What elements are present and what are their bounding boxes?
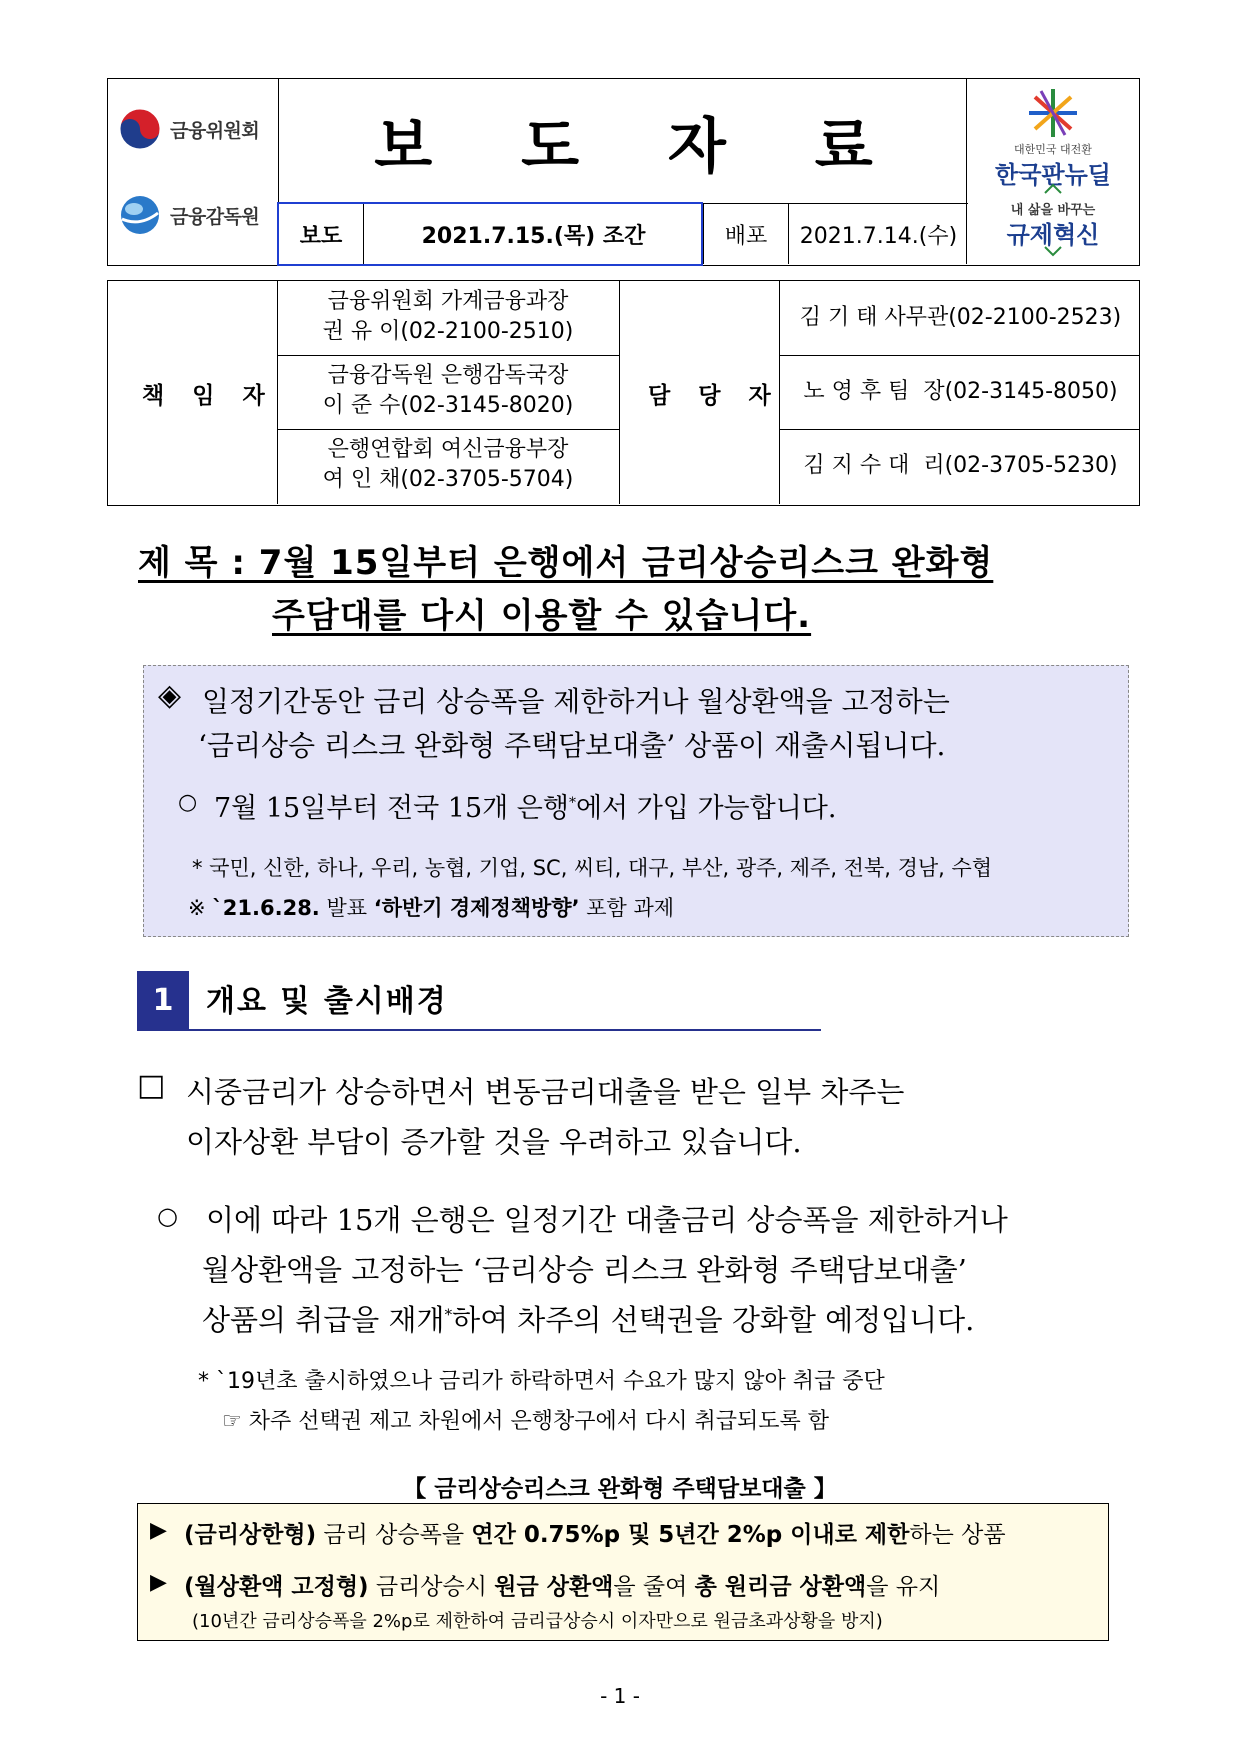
staff-label: 담 당 자 xyxy=(648,383,781,409)
newdeal-title: 한국판뉴딜 xyxy=(995,161,1111,189)
checkbox-icon: □ xyxy=(137,1068,166,1103)
body-p2-line2: 월상환액을 고정하는 ‘금리상승 리스크 완화형 주택담보대출’ xyxy=(202,1253,967,1287)
body-p2-line1: 이에 따라 15개 은행은 일정기간 대출금리 상승폭을 제한하거나 xyxy=(206,1203,1008,1237)
chevron-down-icon xyxy=(1043,245,1063,257)
body-note-1: * `19년초 출시하였으나 금리가 하락하면서 수요가 많지 않아 취급 중단 xyxy=(198,1369,885,1394)
circle-bullet-icon: ○ xyxy=(178,790,198,815)
body-note-2: ☞ 차주 선택권 제고 차원에서 은행창구에서 다시 취급되도록 함 xyxy=(222,1409,829,1434)
diamond-bullet-icon: ◈ xyxy=(158,678,182,713)
subject-line-1: 제 목 : 7월 15일부터 은행에서 금리상승리스크 완화형 xyxy=(138,543,994,583)
product-heading: 【 금리상승리스크 완화형 주택담보대출 】 xyxy=(403,1476,837,1502)
bank-list-note: * 국민, 신한, 하나, 우리, 농협, 기업, SC, 씨티, 대구, 부산, 광주, 제주, 전북, 경남, 수협 xyxy=(192,856,993,880)
summary-point: 7월 15일부터 전국 15개 은행*에서 가입 가능합니다. xyxy=(214,793,837,824)
press-release-header xyxy=(107,78,1140,266)
summary-line-2: ‘금리상승 리스크 완화형 주택담보대출’ 상품이 재출시됩니다. xyxy=(198,729,946,762)
section-rule xyxy=(137,1029,821,1031)
fss-globe-icon xyxy=(118,193,162,237)
section-title: 개요 및 출시배경 xyxy=(206,984,448,1019)
newdeal-caption: 대한민국 대전환 xyxy=(1014,143,1092,156)
campaign-logo-cell xyxy=(966,79,1139,264)
title-cell xyxy=(279,79,968,204)
summary-box xyxy=(143,665,1129,937)
product-item-fixed: (월상환액 고정형) 금리상승시 원금 상환액을 줄여 총 원리금 상환액을 유지 xyxy=(184,1574,941,1600)
release-highlight-frame xyxy=(277,202,703,266)
responsible-entry: 은행연합회 여신금융부장 여 인 채(02-3705-5704) xyxy=(322,437,574,492)
logo-cell xyxy=(108,79,279,264)
release-label: 보도 xyxy=(299,223,343,249)
summary-line-1: 일정기간동안 금리 상승폭을 제한하거나 월상환액을 고정하는 xyxy=(202,685,950,718)
section-number: 1 xyxy=(137,971,189,1029)
fsc-logo: 금융위원회 xyxy=(118,107,259,151)
arrow-bullet-icon: ▶ xyxy=(150,1518,167,1543)
staff-entry: 김 지 수 대 리(02-3705-5230) xyxy=(803,453,1118,478)
body-p1-line1: 시중금리가 상승하면서 변동금리대출을 받은 일부 차주는 xyxy=(186,1075,905,1109)
responsible-entry: 금융감독원 은행감독국장 이 준 수(02-3145-8020) xyxy=(322,363,574,418)
page-number: - 1 - xyxy=(600,1684,640,1708)
circle-bullet-icon: ○ xyxy=(157,1202,178,1230)
arrow-bullet-icon: ▶ xyxy=(150,1570,167,1595)
policy-note: ※ `21.6.28. 발표 ‘하반기 경제정책방향’ 포함 과제 xyxy=(188,896,675,920)
product-item-cap: (금리상한형) 금리 상승폭을 연간 0.75%p 및 5년간 2%p 이내로 제한하는 상품 xyxy=(184,1522,1006,1548)
responsible-entry: 금융위원회 가계금융과장 권 유 이(02-2100-2510) xyxy=(322,289,574,344)
body-p2-line3: 상품의 취급을 재개*하여 차주의 선택권을 강화할 예정입니다. xyxy=(202,1303,975,1337)
staff-entry: 노 영 후 팀 장(02-3145-8050) xyxy=(803,379,1118,404)
contacts-table xyxy=(107,280,1140,506)
distribution-date: 2021.7.14.(수) xyxy=(788,204,968,264)
reform-caption: 내 삶을 바꾸는 xyxy=(1010,203,1096,218)
taegeuk-icon xyxy=(118,107,162,151)
chevron-up-icon xyxy=(1043,183,1063,195)
distribution-label: 배포 xyxy=(703,204,788,264)
staff-entry: 김 기 태 사무관(02-2100-2523) xyxy=(799,305,1122,330)
responsible-label: 책 임 자 xyxy=(142,383,275,409)
product-item-note: (10년간 금리상승폭을 2%p로 제한하여 금리급상승시 이자만으로 원금초과상황을 방지) xyxy=(192,1611,883,1632)
body-p1-line2: 이자상환 부담이 증가할 것을 우려하고 있습니다. xyxy=(186,1125,802,1159)
reform-title: 규제혁신 xyxy=(1006,221,1100,249)
release-date: 2021.7.15.(목) 조간 xyxy=(363,204,703,264)
product-box xyxy=(137,1503,1109,1641)
newdeal-emblem-icon xyxy=(1025,87,1081,139)
page-title: 보 도 자 료 xyxy=(374,112,907,182)
fss-logo: 금융감독원 xyxy=(118,193,259,237)
subject-line-2: 주담대를 다시 이용할 수 있습니다. xyxy=(272,596,812,636)
